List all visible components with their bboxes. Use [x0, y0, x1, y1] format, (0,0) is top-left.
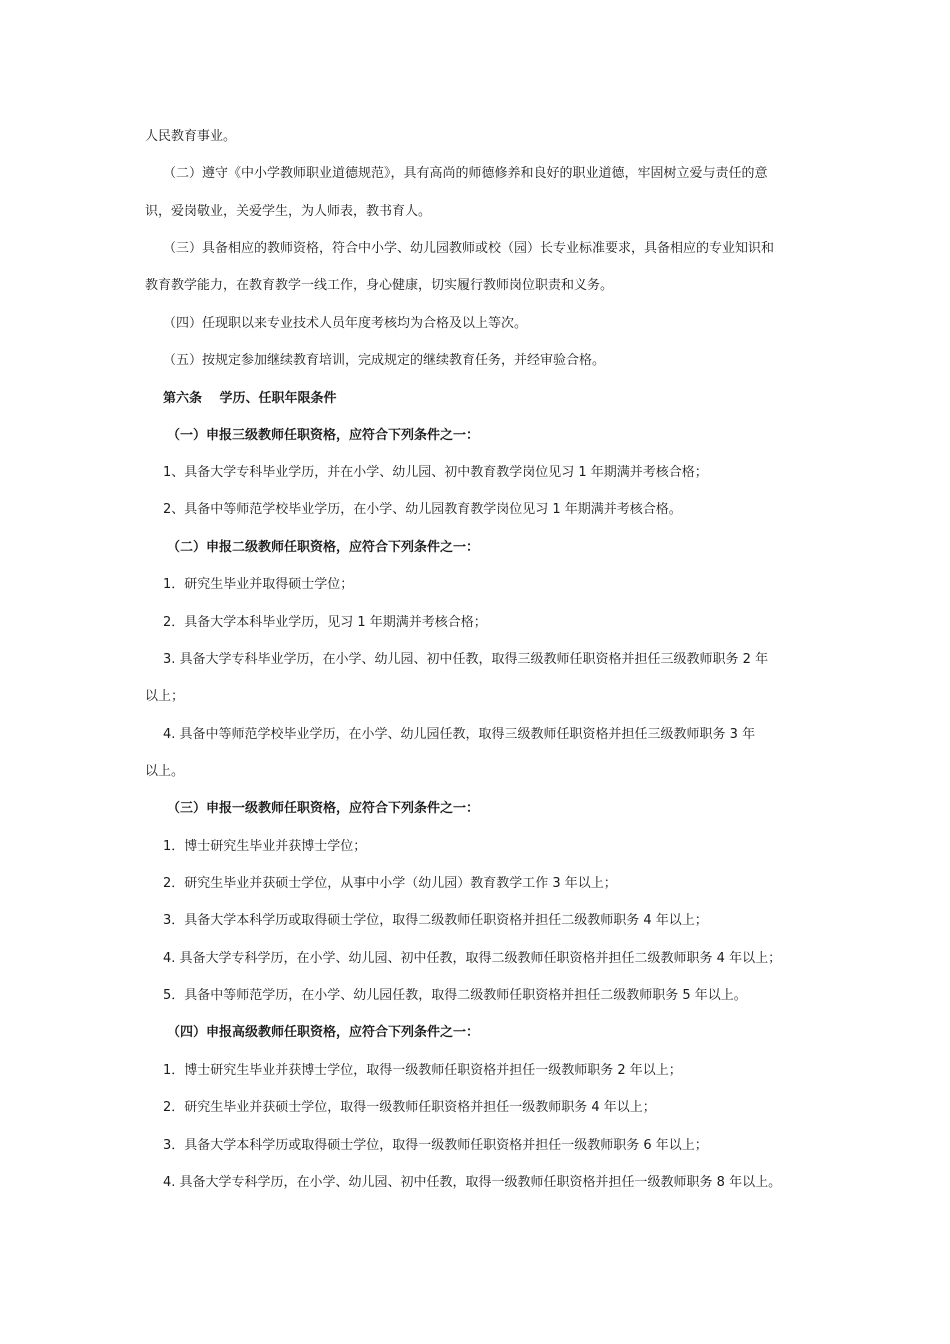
- list-item: 2．研究生毕业并获硕士学位，从事中小学（幼儿园）教育教学工作 3 年以上；: [163, 876, 617, 891]
- list-item-continuation: 以上。: [145, 764, 185, 779]
- list-item: 1．博士研究生毕业并获博士学位；: [163, 839, 367, 854]
- list-item: 4. 具备中等师范学校毕业学历，在小学、幼儿园任教，取得三级教师任职资格并担任三级教师职务 3 年: [163, 727, 756, 742]
- section-heading: （二）申报二级教师任职资格，应符合下列条件之一：: [167, 540, 480, 555]
- list-item: 1．研究生毕业并取得硕士学位；: [163, 577, 354, 592]
- list-item: 3．具备大学本科学历或取得硕士学位，取得一级教师任职资格并担任一级教师职务 6 年以上；: [163, 1138, 708, 1153]
- paragraph-line: 人民教育事业。: [145, 129, 237, 144]
- list-item: 2．具备大学本科毕业学历，见习 1 年期满并考核合格；: [163, 615, 487, 630]
- list-item: 5．具备中等师范学历，在小学、幼儿园任教，取得二级教师任职资格并担任二级教师职务 5 年以上。: [163, 988, 747, 1003]
- section-heading: （三）申报一级教师任职资格，应符合下列条件之一：: [167, 801, 480, 816]
- list-item-continuation: 以上；: [145, 689, 185, 704]
- list-item: 1、具备大学专科毕业学历，并在小学、幼儿园、初中教育教学岗位见习 1 年期满并考核合格；: [163, 465, 708, 480]
- list-item: 1．博士研究生毕业并获博士学位，取得一级教师任职资格并担任一级教师职务 2 年以上；: [163, 1063, 682, 1078]
- list-item: 3．具备大学本科学历或取得硕士学位，取得二级教师任职资格并担任二级教师职务 4 年以上；: [163, 913, 708, 928]
- paragraph-line: 识，爱岗敬业，关爱学生，为人师表，教书育人。: [145, 204, 432, 219]
- list-item: 2、具备中等师范学校毕业学历，在小学、幼儿园教育教学岗位见习 1 年期满并考核合格。: [163, 502, 682, 517]
- section-heading: （四）申报高级教师任职资格，应符合下列条件之一：: [167, 1025, 480, 1040]
- list-item: 4. 具备大学专科学历，在小学、幼儿园、初中任教，取得一级教师任职资格并担任一级教师职务 8 年以上。: [163, 1175, 782, 1190]
- paragraph-line: （四）任现职以来专业技术人员年度考核均为合格及以上等次。: [163, 316, 528, 331]
- list-item: 2．研究生毕业并获硕士学位，取得一级教师任职资格并担任一级教师职务 4 年以上；: [163, 1100, 656, 1115]
- list-item: 3. 具备大学专科毕业学历，在小学、幼儿园、初中任教，取得三级教师任职资格并担任三级教师职务 2 年: [163, 652, 769, 667]
- paragraph-line: （五）按规定参加继续教育培训，完成规定的继续教育任务，并经审验合格。: [163, 353, 606, 368]
- paragraph-line: （二）遵守《中小学教师职业道德规范》，具有高尚的师德修养和良好的职业道德，牢固树立爱与责任的意: [163, 166, 768, 181]
- list-item: 4. 具备大学专科学历，在小学、幼儿园、初中任教，取得二级教师任职资格并担任二级教师职务 4 年以上；: [163, 951, 782, 966]
- article-heading: 第六条 学历、任职年限条件: [163, 391, 337, 406]
- paragraph-line: （三）具备相应的教师资格，符合中小学、幼儿园教师或校（园）长专业标准要求，具备相应的专业知识和: [163, 241, 775, 256]
- paragraph-line: 教育教学能力，在教育教学一线工作，身心健康，切实履行教师岗位职责和义务。: [145, 278, 614, 293]
- section-heading: （一）申报三级教师任职资格，应符合下列条件之一：: [167, 428, 480, 443]
